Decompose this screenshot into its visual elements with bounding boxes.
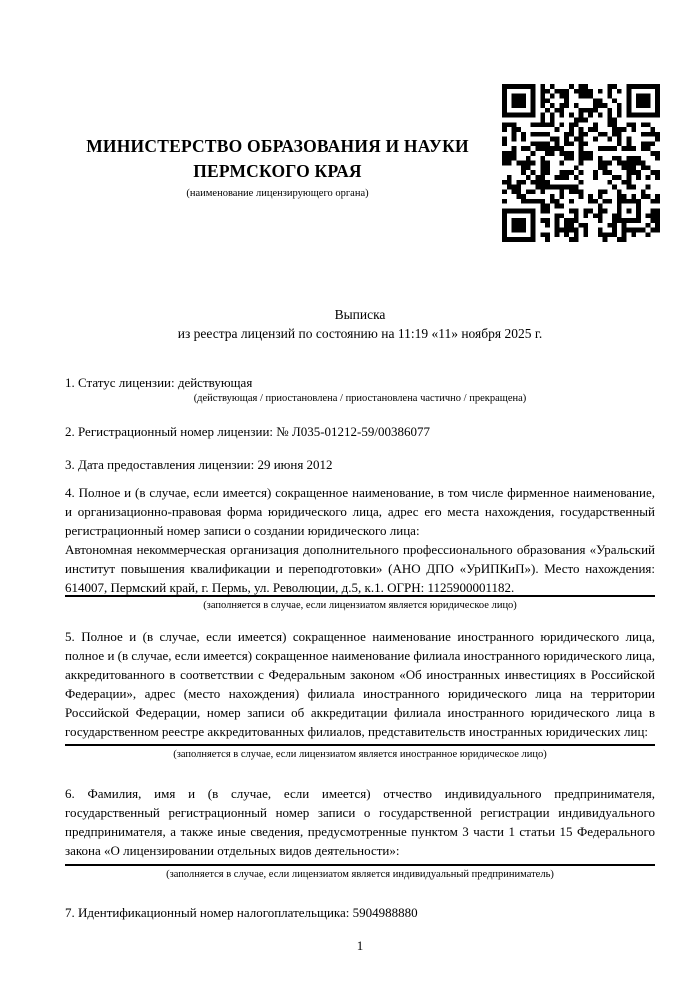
license-status-text: 1. Статус лицензии: действующая bbox=[65, 375, 253, 390]
item-foreign-entity bbox=[65, 627, 655, 762]
title-line1: Выписка bbox=[334, 307, 386, 322]
entrepreneur-caption: (заполняется в случае, если лицензиатом является индивидуальный предприниматель) bbox=[166, 869, 554, 880]
fill-in-line bbox=[65, 744, 655, 746]
item-grant-date bbox=[65, 455, 655, 474]
title-line2: из реестра лицензий по состоянию на 11:19 «11» ноября 2025 г. bbox=[177, 326, 543, 341]
taxpayer-number-text: 7. Идентификационный номер налогоплательщика: 5904988880 bbox=[65, 905, 418, 920]
item-license-status bbox=[65, 373, 655, 406]
license-status-caption: (действующая / приостановлена / приостановлена частично / прекращена) bbox=[193, 393, 527, 404]
item-registration-number bbox=[65, 422, 655, 441]
entrepreneur-question: 6. Фамилия, имя и (в случае, если имеется) отчество индивидуального предпринимателя, государственный регистрационный номер записи о государственной регистрации индивидуального предпринимателя, а также иные сведения, предусмотренные пунктом 3 части 1 статьи 15 Федерального закона «О лицензировании отдельных видов деятельности»: bbox=[65, 786, 655, 858]
document-body bbox=[65, 0, 655, 955]
legal-entity-question: 4. Полное и (в случае, если имеется) сокращенное наименование, в том числе фирменное наименование, и организационно-правовая форма юридического лица, адрес его места нахождения, государственный регистрационный номер записи о создании юридического лица: bbox=[65, 485, 655, 538]
page-number: 1 bbox=[356, 938, 364, 953]
item-individual-entrepreneur bbox=[65, 784, 655, 882]
registration-number-text: 2. Регистрационный номер лицензии: № Л035-01212-59/00386077 bbox=[65, 424, 431, 439]
grant-date-text: 3. Дата предоставления лицензии: 29 июня 2012 bbox=[65, 457, 333, 472]
ministry-name-line1: МИНИСТЕРСТВО ОБРАЗОВАНИЯ И НАУКИ bbox=[86, 136, 469, 156]
foreign-entity-caption: (заполняется в случае, если лицензиатом является иностранное юридическое лицо) bbox=[173, 749, 547, 760]
item-legal-entity bbox=[65, 483, 655, 613]
item-taxpayer-number bbox=[65, 903, 655, 922]
ministry-name-line2: ПЕРМСКОГО КРАЯ bbox=[193, 161, 362, 181]
ministry-caption: (наименование лицензирующего органа) bbox=[186, 188, 369, 199]
legal-entity-answer: Автономная некоммерческая организация дополнительного профессионального образования «Уральский институт повышения квалификации и переподготовки» (АНО ДПО «УрИПКиП»). Место нахождения: 614007, Пермский край, г. Пермь, ул. Революции, д.5, к.1. ОГРН: 1125900001182. bbox=[65, 542, 655, 595]
fill-in-line bbox=[65, 864, 655, 866]
document-title bbox=[65, 305, 655, 343]
foreign-entity-question: 5. Полное и (в случае, если имеется) сокращенное наименование иностранного юридического лица, полное и (в случае, если имеется) сокращенное наименование филиала иностранного юридического лица, аккредитованного в соответствии с Федеральным законом «Об иностранных инвестициях в Российской Федерации», адрес (место нахождения) филиала иностранного юридического лица на территории Российской Федерации, номер записи об аккредитации филиала иностранного юридического лица в государственном реестре аккредитованных филиалов, представительств иностранных юридических лиц: bbox=[65, 629, 655, 739]
legal-entity-caption: (заполняется в случае, если лицензиатом является юридическое лицо) bbox=[203, 600, 517, 611]
